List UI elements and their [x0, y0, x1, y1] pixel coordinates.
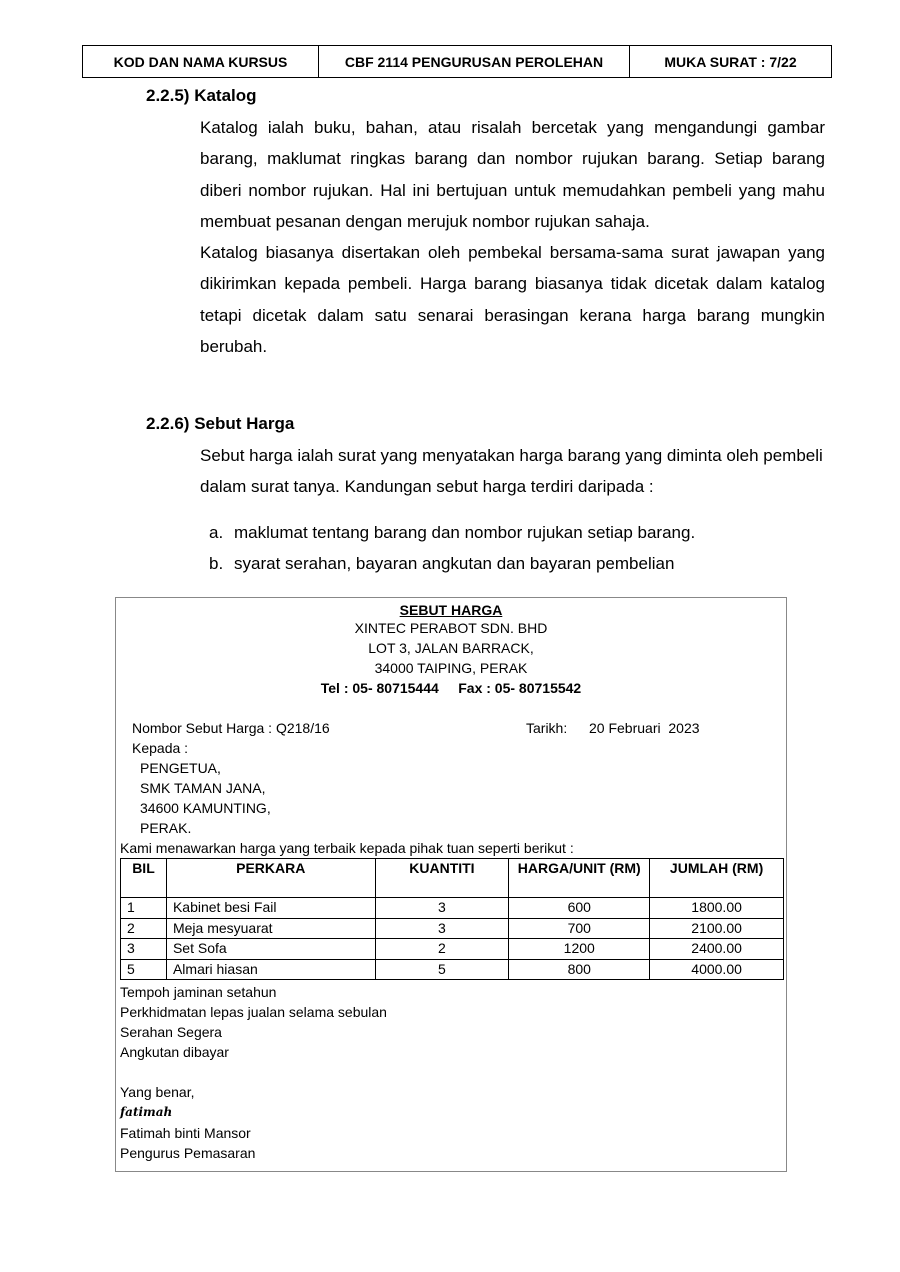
- column-header: BIL: [121, 859, 167, 898]
- price-table: [120, 858, 784, 980]
- signer-name: Fatimah binti Mansor: [120, 1125, 251, 1141]
- term-line: Perkhidmatan lepas jualan selama sebulan: [120, 1004, 387, 1020]
- quotation-intro: Kami menawarkan harga yang terbaik kepada pihak tuan seperti berikut :: [120, 840, 574, 856]
- recipient-label: Kepada :: [132, 740, 189, 756]
- column-header: JUMLAH (RM): [650, 859, 784, 898]
- company-contact: Tel : 05- 80715444 Fax : 05- 80715542: [320, 680, 582, 696]
- section-title-katalog: 2.2.5) Katalog: [146, 86, 257, 105]
- course-label: KOD DAN NAMA KURSUS: [83, 46, 319, 77]
- page-header: [82, 45, 832, 78]
- table-row: 1 Kabinet besi Fail 3 600 1800.00: [121, 898, 784, 919]
- list-item: b. syarat serahan, bayaran angkutan dan bayaran pembelian: [209, 554, 675, 573]
- term-line: Serahan Segera: [120, 1024, 222, 1040]
- recipient-line: 34600 KAMUNTING,: [140, 800, 271, 816]
- company-address-line: 34000 TAIPING, PERAK: [374, 660, 528, 676]
- section-title-sebut-harga: 2.2.6) Sebut Harga: [146, 414, 295, 433]
- term-line: Tempoh jaminan setahun: [120, 984, 277, 1000]
- katalog-paragraph-1: Katalog ialah buku, bahan, atau risalah bercetak yang mengandungi gambar barang, maklumat ringkas barang dan nombor rujukan barang. Setiap barang diberi nombor rujukan. Hal ini bertujuan untuk memudahkan pembeli yang mahu membuat pesanan dengan merujuk nombor rujukan sahaja.: [200, 118, 825, 231]
- list-item: a. maklumat tentang barang dan nombor rujukan setiap barang.: [209, 523, 696, 542]
- term-line: Angkutan dibayar: [120, 1044, 229, 1060]
- quotation-heading: SEBUT HARGA: [399, 602, 503, 618]
- column-header: KUANTITI: [375, 859, 509, 898]
- quotation-letter: [115, 597, 787, 1172]
- katalog-paragraph-2: Katalog biasanya disertakan oleh pembekal bersama-sama surat jawapan yang dikirimkan kepada pembeli. Harga barang biasanya tidak dicetak dalam katalog tetapi dicetak dalam satu senarai berasingan kerana harga barang mungkin berubah.: [200, 243, 825, 356]
- column-header: HARGA/UNIT (RM): [509, 859, 650, 898]
- column-header: PERKARA: [166, 859, 375, 898]
- quotation-reference: Nombor Sebut Harga : Q218/16: [132, 720, 330, 736]
- signer-title: Pengurus Pemasaran: [120, 1145, 256, 1161]
- page-number: MUKA SURAT : 7/22: [664, 53, 797, 70]
- closing-text: Yang benar,: [120, 1084, 195, 1100]
- recipient-line: SMK TAMAN JANA,: [140, 780, 266, 796]
- signature: fatimah: [120, 1105, 173, 1119]
- table-row: 3 Set Sofa 2 1200 2400.00: [121, 939, 784, 960]
- date-label: Tarikh:: [526, 720, 568, 736]
- recipient-line: PERAK.: [140, 820, 192, 836]
- table-row: 5 Almari hiasan 5 800 4000.00: [121, 959, 784, 980]
- company-address-line: LOT 3, JALAN BARRACK,: [368, 640, 534, 656]
- course-name: CBF 2114 PENGURUSAN PEROLEHAN: [319, 46, 630, 77]
- sebut-harga-paragraph: Sebut harga ialah surat yang menyatakan harga barang yang diminta oleh pembeli dalam surat tanya. Kandungan sebut harga terdiri daripada :: [200, 446, 823, 497]
- quotation-date: 20 Februari 2023: [589, 720, 700, 736]
- table-row: 2 Meja mesyuarat 3 700 2100.00: [121, 918, 784, 939]
- recipient-line: PENGETUA,: [140, 760, 221, 776]
- company-name: XINTEC PERABOT SDN. BHD: [354, 620, 548, 636]
